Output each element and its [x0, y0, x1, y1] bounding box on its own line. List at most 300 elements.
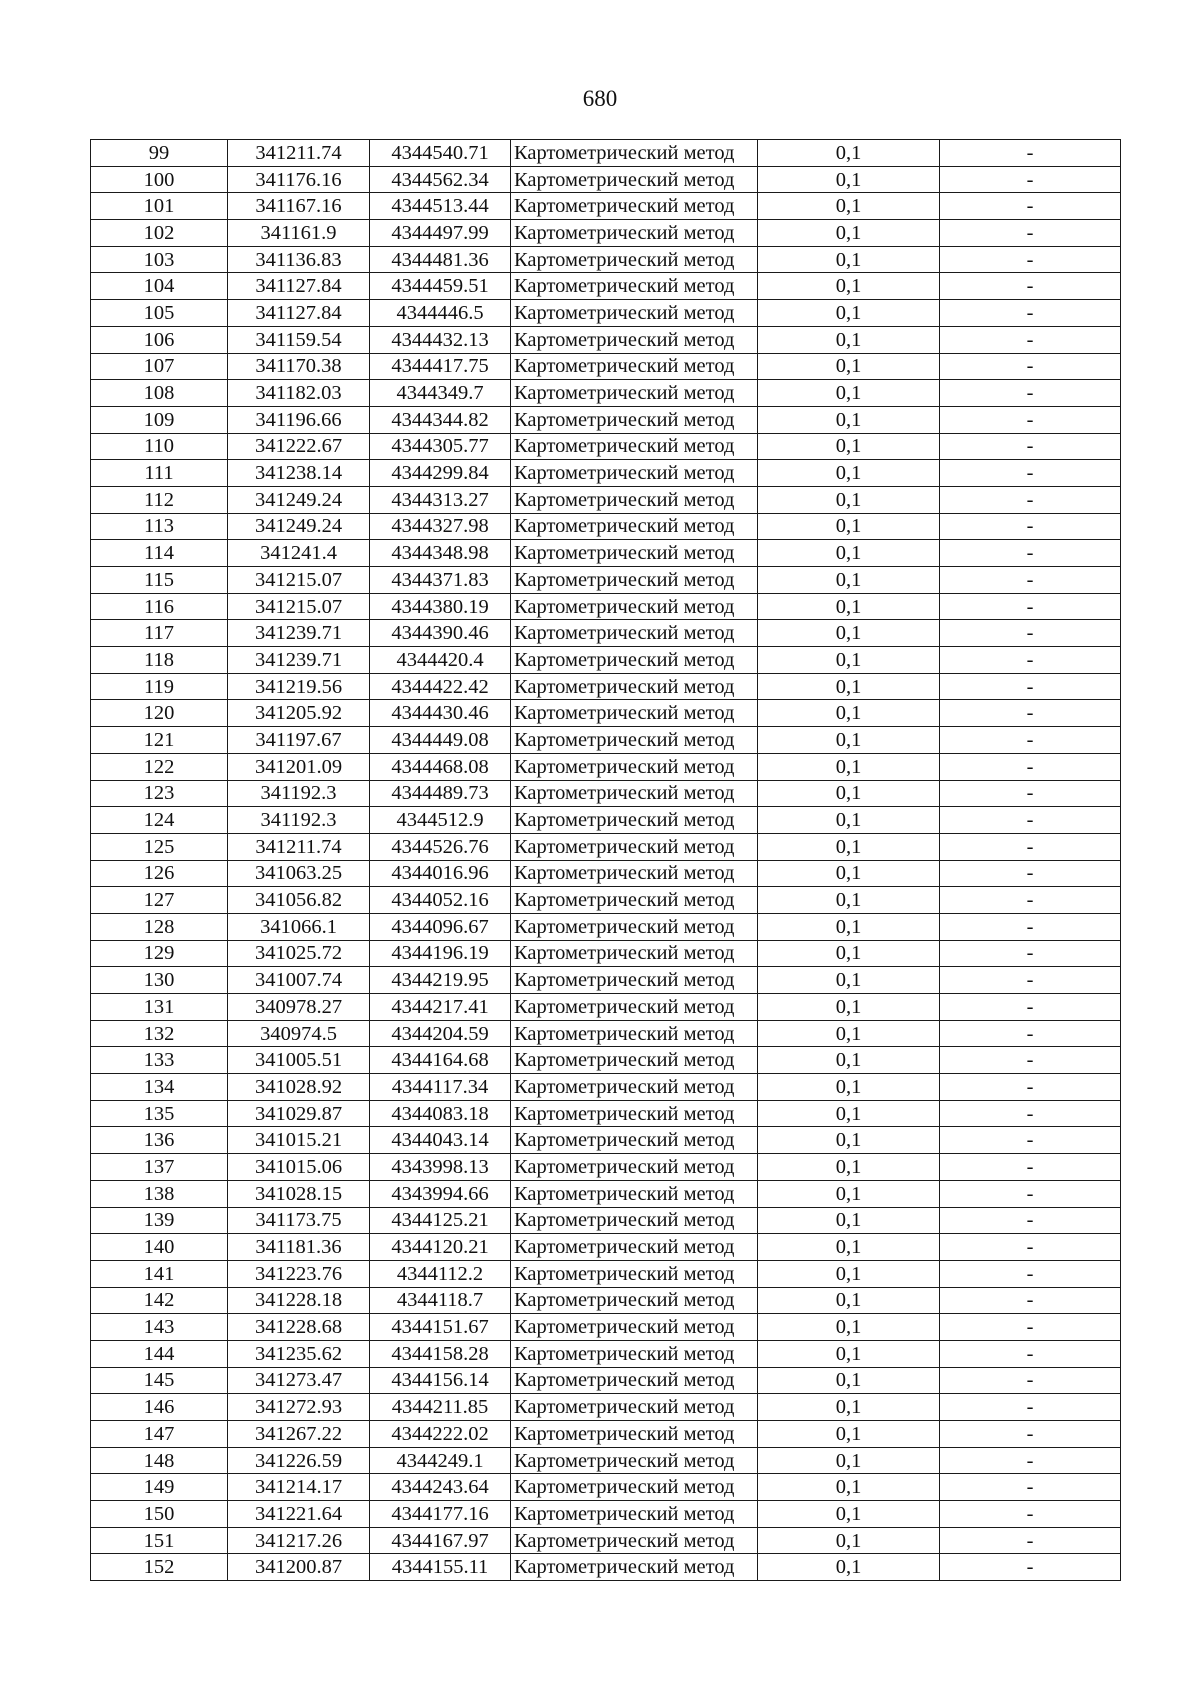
point-number-cell: 146	[91, 1394, 228, 1421]
x-coordinate-cell: 341217.26	[228, 1527, 370, 1554]
method-cell: Картометрический метод	[511, 620, 758, 647]
method-cell: Картометрический метод	[511, 246, 758, 273]
y-coordinate-cell: 4344540.71	[370, 140, 511, 167]
x-coordinate-cell: 341028.15	[228, 1180, 370, 1207]
x-coordinate-cell: 341136.83	[228, 246, 370, 273]
table-row	[91, 1501, 1121, 1528]
y-coordinate-cell: 4344313.27	[370, 486, 511, 513]
point-number-cell: 145	[91, 1367, 228, 1394]
accuracy-cell: 0,1	[758, 1421, 940, 1448]
y-coordinate-cell: 4344125.21	[370, 1207, 511, 1234]
table-row	[91, 1287, 1121, 1314]
accuracy-cell: 0,1	[758, 1527, 940, 1554]
table-row	[91, 1100, 1121, 1127]
x-coordinate-cell: 341228.18	[228, 1287, 370, 1314]
x-coordinate-cell: 341029.87	[228, 1100, 370, 1127]
point-number-cell: 119	[91, 673, 228, 700]
dash-cell: -	[940, 833, 1121, 860]
dash-cell: -	[940, 1154, 1121, 1181]
y-coordinate-cell: 4344422.42	[370, 673, 511, 700]
y-coordinate-cell: 4344219.95	[370, 967, 511, 994]
y-coordinate-cell: 4344512.9	[370, 807, 511, 834]
dash-cell: -	[940, 994, 1121, 1021]
y-coordinate-cell: 4344489.73	[370, 780, 511, 807]
method-cell: Картометрический метод	[511, 1314, 758, 1341]
point-number-cell: 111	[91, 460, 228, 487]
x-coordinate-cell: 341272.93	[228, 1394, 370, 1421]
table-row	[91, 567, 1121, 594]
dash-cell: -	[940, 1421, 1121, 1448]
method-cell: Картометрический метод	[511, 860, 758, 887]
table-row	[91, 246, 1121, 273]
point-number-cell: 132	[91, 1020, 228, 1047]
accuracy-cell: 0,1	[758, 593, 940, 620]
accuracy-cell: 0,1	[758, 406, 940, 433]
point-number-cell: 107	[91, 353, 228, 380]
accuracy-cell: 0,1	[758, 780, 940, 807]
method-cell: Картометрический метод	[511, 913, 758, 940]
point-number-cell: 129	[91, 940, 228, 967]
y-coordinate-cell: 4344249.1	[370, 1447, 511, 1474]
y-coordinate-cell: 4344204.59	[370, 1020, 511, 1047]
point-number-cell: 103	[91, 246, 228, 273]
table-row	[91, 273, 1121, 300]
x-coordinate-cell: 341222.67	[228, 433, 370, 460]
y-coordinate-cell: 4344432.13	[370, 326, 511, 353]
accuracy-cell: 0,1	[758, 1314, 940, 1341]
point-number-cell: 142	[91, 1287, 228, 1314]
accuracy-cell: 0,1	[758, 940, 940, 967]
accuracy-cell: 0,1	[758, 1100, 940, 1127]
method-cell: Картометрический метод	[511, 166, 758, 193]
y-coordinate-cell: 4344083.18	[370, 1100, 511, 1127]
x-coordinate-cell: 341215.07	[228, 567, 370, 594]
table-row	[91, 1074, 1121, 1101]
table-row	[91, 1207, 1121, 1234]
point-number-cell: 148	[91, 1447, 228, 1474]
x-coordinate-cell: 341181.36	[228, 1234, 370, 1261]
dash-cell: -	[940, 860, 1121, 887]
point-number-cell: 125	[91, 833, 228, 860]
dash-cell: -	[940, 1367, 1121, 1394]
accuracy-cell: 0,1	[758, 673, 940, 700]
method-cell: Картометрический метод	[511, 1100, 758, 1127]
y-coordinate-cell: 4344348.98	[370, 540, 511, 567]
dash-cell: -	[940, 673, 1121, 700]
method-cell: Картометрический метод	[511, 1180, 758, 1207]
accuracy-cell: 0,1	[758, 540, 940, 567]
y-coordinate-cell: 4344526.76	[370, 833, 511, 860]
accuracy-cell: 0,1	[758, 1127, 940, 1154]
y-coordinate-cell: 4344327.98	[370, 513, 511, 540]
point-number-cell: 140	[91, 1234, 228, 1261]
dash-cell: -	[940, 753, 1121, 780]
y-coordinate-cell: 4344305.77	[370, 433, 511, 460]
dash-cell: -	[940, 486, 1121, 513]
table-row	[91, 1527, 1121, 1554]
point-number-cell: 121	[91, 727, 228, 754]
x-coordinate-cell: 341063.25	[228, 860, 370, 887]
accuracy-cell: 0,1	[758, 1154, 940, 1181]
table-row	[91, 833, 1121, 860]
x-coordinate-cell: 341249.24	[228, 486, 370, 513]
point-number-cell: 114	[91, 540, 228, 567]
point-number-cell: 131	[91, 994, 228, 1021]
accuracy-cell: 0,1	[758, 246, 940, 273]
x-coordinate-cell: 341211.74	[228, 140, 370, 167]
coordinates-table	[90, 139, 1121, 1581]
table-row	[91, 1020, 1121, 1047]
table-row	[91, 300, 1121, 327]
y-coordinate-cell: 4344562.34	[370, 166, 511, 193]
method-cell: Картометрический метод	[511, 567, 758, 594]
x-coordinate-cell: 341159.54	[228, 326, 370, 353]
method-cell: Картометрический метод	[511, 1047, 758, 1074]
point-number-cell: 115	[91, 567, 228, 594]
accuracy-cell: 0,1	[758, 380, 940, 407]
table-row	[91, 540, 1121, 567]
accuracy-cell: 0,1	[758, 273, 940, 300]
point-number-cell: 136	[91, 1127, 228, 1154]
y-coordinate-cell: 4344481.36	[370, 246, 511, 273]
y-coordinate-cell: 4344243.64	[370, 1474, 511, 1501]
dash-cell: -	[940, 620, 1121, 647]
x-coordinate-cell: 341211.74	[228, 833, 370, 860]
y-coordinate-cell: 4344120.21	[370, 1234, 511, 1261]
accuracy-cell: 0,1	[758, 1260, 940, 1287]
method-cell: Картометрический метод	[511, 593, 758, 620]
point-number-cell: 105	[91, 300, 228, 327]
point-number-cell: 150	[91, 1501, 228, 1528]
x-coordinate-cell: 341226.59	[228, 1447, 370, 1474]
method-cell: Картометрический метод	[511, 940, 758, 967]
point-number-cell: 151	[91, 1527, 228, 1554]
table-row	[91, 753, 1121, 780]
method-cell: Картометрический метод	[511, 433, 758, 460]
y-coordinate-cell: 4344513.44	[370, 193, 511, 220]
x-coordinate-cell: 341127.84	[228, 300, 370, 327]
accuracy-cell: 0,1	[758, 353, 940, 380]
table-row	[91, 1340, 1121, 1367]
x-coordinate-cell: 341161.9	[228, 220, 370, 247]
method-cell: Картометрический метод	[511, 1474, 758, 1501]
dash-cell: -	[940, 1260, 1121, 1287]
y-coordinate-cell: 4344156.14	[370, 1367, 511, 1394]
point-number-cell: 109	[91, 406, 228, 433]
dash-cell: -	[940, 380, 1121, 407]
point-number-cell: 123	[91, 780, 228, 807]
dash-cell: -	[940, 593, 1121, 620]
dash-cell: -	[940, 326, 1121, 353]
point-number-cell: 118	[91, 647, 228, 674]
y-coordinate-cell: 4344158.28	[370, 1340, 511, 1367]
point-number-cell: 137	[91, 1154, 228, 1181]
method-cell: Картометрический метод	[511, 1340, 758, 1367]
x-coordinate-cell: 340974.5	[228, 1020, 370, 1047]
dash-cell: -	[940, 1340, 1121, 1367]
method-cell: Картометрический метод	[511, 967, 758, 994]
x-coordinate-cell: 341235.62	[228, 1340, 370, 1367]
accuracy-cell: 0,1	[758, 620, 940, 647]
point-number-cell: 110	[91, 433, 228, 460]
accuracy-cell: 0,1	[758, 647, 940, 674]
method-cell: Картометрический метод	[511, 1154, 758, 1181]
dash-cell: -	[940, 1527, 1121, 1554]
method-cell: Картометрический метод	[511, 1367, 758, 1394]
method-cell: Картометрический метод	[511, 700, 758, 727]
x-coordinate-cell: 341201.09	[228, 753, 370, 780]
accuracy-cell: 0,1	[758, 727, 940, 754]
accuracy-cell: 0,1	[758, 807, 940, 834]
dash-cell: -	[940, 1127, 1121, 1154]
method-cell: Картометрический метод	[511, 753, 758, 780]
y-coordinate-cell: 4344430.46	[370, 700, 511, 727]
point-number-cell: 128	[91, 913, 228, 940]
method-cell: Картометрический метод	[511, 1127, 758, 1154]
accuracy-cell: 0,1	[758, 753, 940, 780]
point-number-cell: 144	[91, 1340, 228, 1367]
table-row	[91, 860, 1121, 887]
x-coordinate-cell: 341214.17	[228, 1474, 370, 1501]
dash-cell: -	[940, 727, 1121, 754]
y-coordinate-cell: 4344222.02	[370, 1421, 511, 1448]
y-coordinate-cell: 4344016.96	[370, 860, 511, 887]
point-number-cell: 108	[91, 380, 228, 407]
table-row	[91, 486, 1121, 513]
method-cell: Картометрический метод	[511, 833, 758, 860]
accuracy-cell: 0,1	[758, 913, 940, 940]
table-row	[91, 1154, 1121, 1181]
table-row	[91, 1234, 1121, 1261]
x-coordinate-cell: 341249.24	[228, 513, 370, 540]
accuracy-cell: 0,1	[758, 887, 940, 914]
x-coordinate-cell: 341015.06	[228, 1154, 370, 1181]
dash-cell: -	[940, 567, 1121, 594]
x-coordinate-cell: 341192.3	[228, 780, 370, 807]
table-row	[91, 967, 1121, 994]
method-cell: Картометрический метод	[511, 273, 758, 300]
method-cell: Картометрический метод	[511, 406, 758, 433]
method-cell: Картометрический метод	[511, 140, 758, 167]
y-coordinate-cell: 4344096.67	[370, 913, 511, 940]
y-coordinate-cell: 4343998.13	[370, 1154, 511, 1181]
table-row	[91, 807, 1121, 834]
point-number-cell: 143	[91, 1314, 228, 1341]
y-coordinate-cell: 4344167.97	[370, 1527, 511, 1554]
x-coordinate-cell: 341221.64	[228, 1501, 370, 1528]
y-coordinate-cell: 4344052.16	[370, 887, 511, 914]
x-coordinate-cell: 341196.66	[228, 406, 370, 433]
dash-cell: -	[940, 1207, 1121, 1234]
table-row	[91, 166, 1121, 193]
point-number-cell: 134	[91, 1074, 228, 1101]
accuracy-cell: 0,1	[758, 1234, 940, 1261]
point-number-cell: 147	[91, 1421, 228, 1448]
table-row	[91, 1421, 1121, 1448]
dash-cell: -	[940, 1234, 1121, 1261]
dash-cell: -	[940, 353, 1121, 380]
point-number-cell: 127	[91, 887, 228, 914]
x-coordinate-cell: 341056.82	[228, 887, 370, 914]
dash-cell: -	[940, 540, 1121, 567]
x-coordinate-cell: 341127.84	[228, 273, 370, 300]
y-coordinate-cell: 4344449.08	[370, 727, 511, 754]
point-number-cell: 139	[91, 1207, 228, 1234]
table-row	[91, 1260, 1121, 1287]
accuracy-cell: 0,1	[758, 513, 940, 540]
dash-cell: -	[940, 1180, 1121, 1207]
table-row	[91, 1127, 1121, 1154]
dash-cell: -	[940, 220, 1121, 247]
method-cell: Картометрический метод	[511, 513, 758, 540]
y-coordinate-cell: 4344446.5	[370, 300, 511, 327]
dash-cell: -	[940, 967, 1121, 994]
accuracy-cell: 0,1	[758, 967, 940, 994]
table-row	[91, 780, 1121, 807]
accuracy-cell: 0,1	[758, 1074, 940, 1101]
method-cell: Картометрический метод	[511, 1074, 758, 1101]
x-coordinate-cell: 341167.16	[228, 193, 370, 220]
dash-cell: -	[940, 406, 1121, 433]
method-cell: Картометрический метод	[511, 994, 758, 1021]
table-row	[91, 513, 1121, 540]
accuracy-cell: 0,1	[758, 1287, 940, 1314]
dash-cell: -	[940, 1447, 1121, 1474]
dash-cell: -	[940, 1287, 1121, 1314]
accuracy-cell: 0,1	[758, 994, 940, 1021]
accuracy-cell: 0,1	[758, 1501, 940, 1528]
accuracy-cell: 0,1	[758, 166, 940, 193]
point-number-cell: 106	[91, 326, 228, 353]
table-row	[91, 593, 1121, 620]
accuracy-cell: 0,1	[758, 1020, 940, 1047]
x-coordinate-cell: 341025.72	[228, 940, 370, 967]
dash-cell: -	[940, 140, 1121, 167]
dash-cell: -	[940, 1100, 1121, 1127]
x-coordinate-cell: 341028.92	[228, 1074, 370, 1101]
dash-cell: -	[940, 1554, 1121, 1581]
table-row	[91, 727, 1121, 754]
point-number-cell: 113	[91, 513, 228, 540]
x-coordinate-cell: 341273.47	[228, 1367, 370, 1394]
method-cell: Картометрический метод	[511, 1287, 758, 1314]
table-row	[91, 406, 1121, 433]
table-row	[91, 913, 1121, 940]
dash-cell: -	[940, 433, 1121, 460]
accuracy-cell: 0,1	[758, 1047, 940, 1074]
table-row	[91, 700, 1121, 727]
x-coordinate-cell: 341239.71	[228, 647, 370, 674]
x-coordinate-cell: 341015.21	[228, 1127, 370, 1154]
table-row	[91, 326, 1121, 353]
accuracy-cell: 0,1	[758, 1474, 940, 1501]
table-row	[91, 620, 1121, 647]
accuracy-cell: 0,1	[758, 1207, 940, 1234]
dash-cell: -	[940, 647, 1121, 674]
x-coordinate-cell: 341007.74	[228, 967, 370, 994]
y-coordinate-cell: 4344112.2	[370, 1260, 511, 1287]
table-row	[91, 380, 1121, 407]
x-coordinate-cell: 341182.03	[228, 380, 370, 407]
accuracy-cell: 0,1	[758, 567, 940, 594]
y-coordinate-cell: 4344344.82	[370, 406, 511, 433]
x-coordinate-cell: 341267.22	[228, 1421, 370, 1448]
method-cell: Картометрический метод	[511, 647, 758, 674]
coordinates-table-body	[91, 140, 1121, 1581]
accuracy-cell: 0,1	[758, 326, 940, 353]
point-number-cell: 102	[91, 220, 228, 247]
dash-cell: -	[940, 1501, 1121, 1528]
x-coordinate-cell: 341005.51	[228, 1047, 370, 1074]
y-coordinate-cell: 4344380.19	[370, 593, 511, 620]
y-coordinate-cell: 4344164.68	[370, 1047, 511, 1074]
point-number-cell: 122	[91, 753, 228, 780]
dash-cell: -	[940, 780, 1121, 807]
point-number-cell: 99	[91, 140, 228, 167]
x-coordinate-cell: 340978.27	[228, 994, 370, 1021]
point-number-cell: 152	[91, 1554, 228, 1581]
dash-cell: -	[940, 1474, 1121, 1501]
table-row	[91, 1447, 1121, 1474]
x-coordinate-cell: 341241.4	[228, 540, 370, 567]
dash-cell: -	[940, 193, 1121, 220]
dash-cell: -	[940, 300, 1121, 327]
dash-cell: -	[940, 460, 1121, 487]
y-coordinate-cell: 4344417.75	[370, 353, 511, 380]
table-row	[91, 673, 1121, 700]
x-coordinate-cell: 341200.87	[228, 1554, 370, 1581]
table-row	[91, 1180, 1121, 1207]
point-number-cell: 130	[91, 967, 228, 994]
method-cell: Картометрический метод	[511, 220, 758, 247]
method-cell: Картометрический метод	[511, 887, 758, 914]
table-row	[91, 1554, 1121, 1581]
accuracy-cell: 0,1	[758, 1367, 940, 1394]
table-row	[91, 433, 1121, 460]
point-number-cell: 141	[91, 1260, 228, 1287]
dash-cell: -	[940, 273, 1121, 300]
point-number-cell: 112	[91, 486, 228, 513]
page-number: 680	[582, 86, 618, 111]
y-coordinate-cell: 4344371.83	[370, 567, 511, 594]
point-number-cell: 100	[91, 166, 228, 193]
method-cell: Картометрический метод	[511, 727, 758, 754]
method-cell: Картометрический метод	[511, 1234, 758, 1261]
table-row	[91, 353, 1121, 380]
accuracy-cell: 0,1	[758, 300, 940, 327]
dash-cell: -	[940, 1314, 1121, 1341]
point-number-cell: 101	[91, 193, 228, 220]
point-number-cell: 149	[91, 1474, 228, 1501]
dash-cell: -	[940, 700, 1121, 727]
y-coordinate-cell: 4344420.4	[370, 647, 511, 674]
dash-cell: -	[940, 166, 1121, 193]
point-number-cell: 117	[91, 620, 228, 647]
method-cell: Картометрический метод	[511, 780, 758, 807]
y-coordinate-cell: 4344299.84	[370, 460, 511, 487]
accuracy-cell: 0,1	[758, 486, 940, 513]
point-number-cell: 135	[91, 1100, 228, 1127]
y-coordinate-cell: 4344497.99	[370, 220, 511, 247]
x-coordinate-cell: 341215.07	[228, 593, 370, 620]
point-number-cell: 126	[91, 860, 228, 887]
table-row	[91, 1047, 1121, 1074]
dash-cell: -	[940, 807, 1121, 834]
point-number-cell: 104	[91, 273, 228, 300]
y-coordinate-cell: 4344349.7	[370, 380, 511, 407]
accuracy-cell: 0,1	[758, 860, 940, 887]
accuracy-cell: 0,1	[758, 833, 940, 860]
